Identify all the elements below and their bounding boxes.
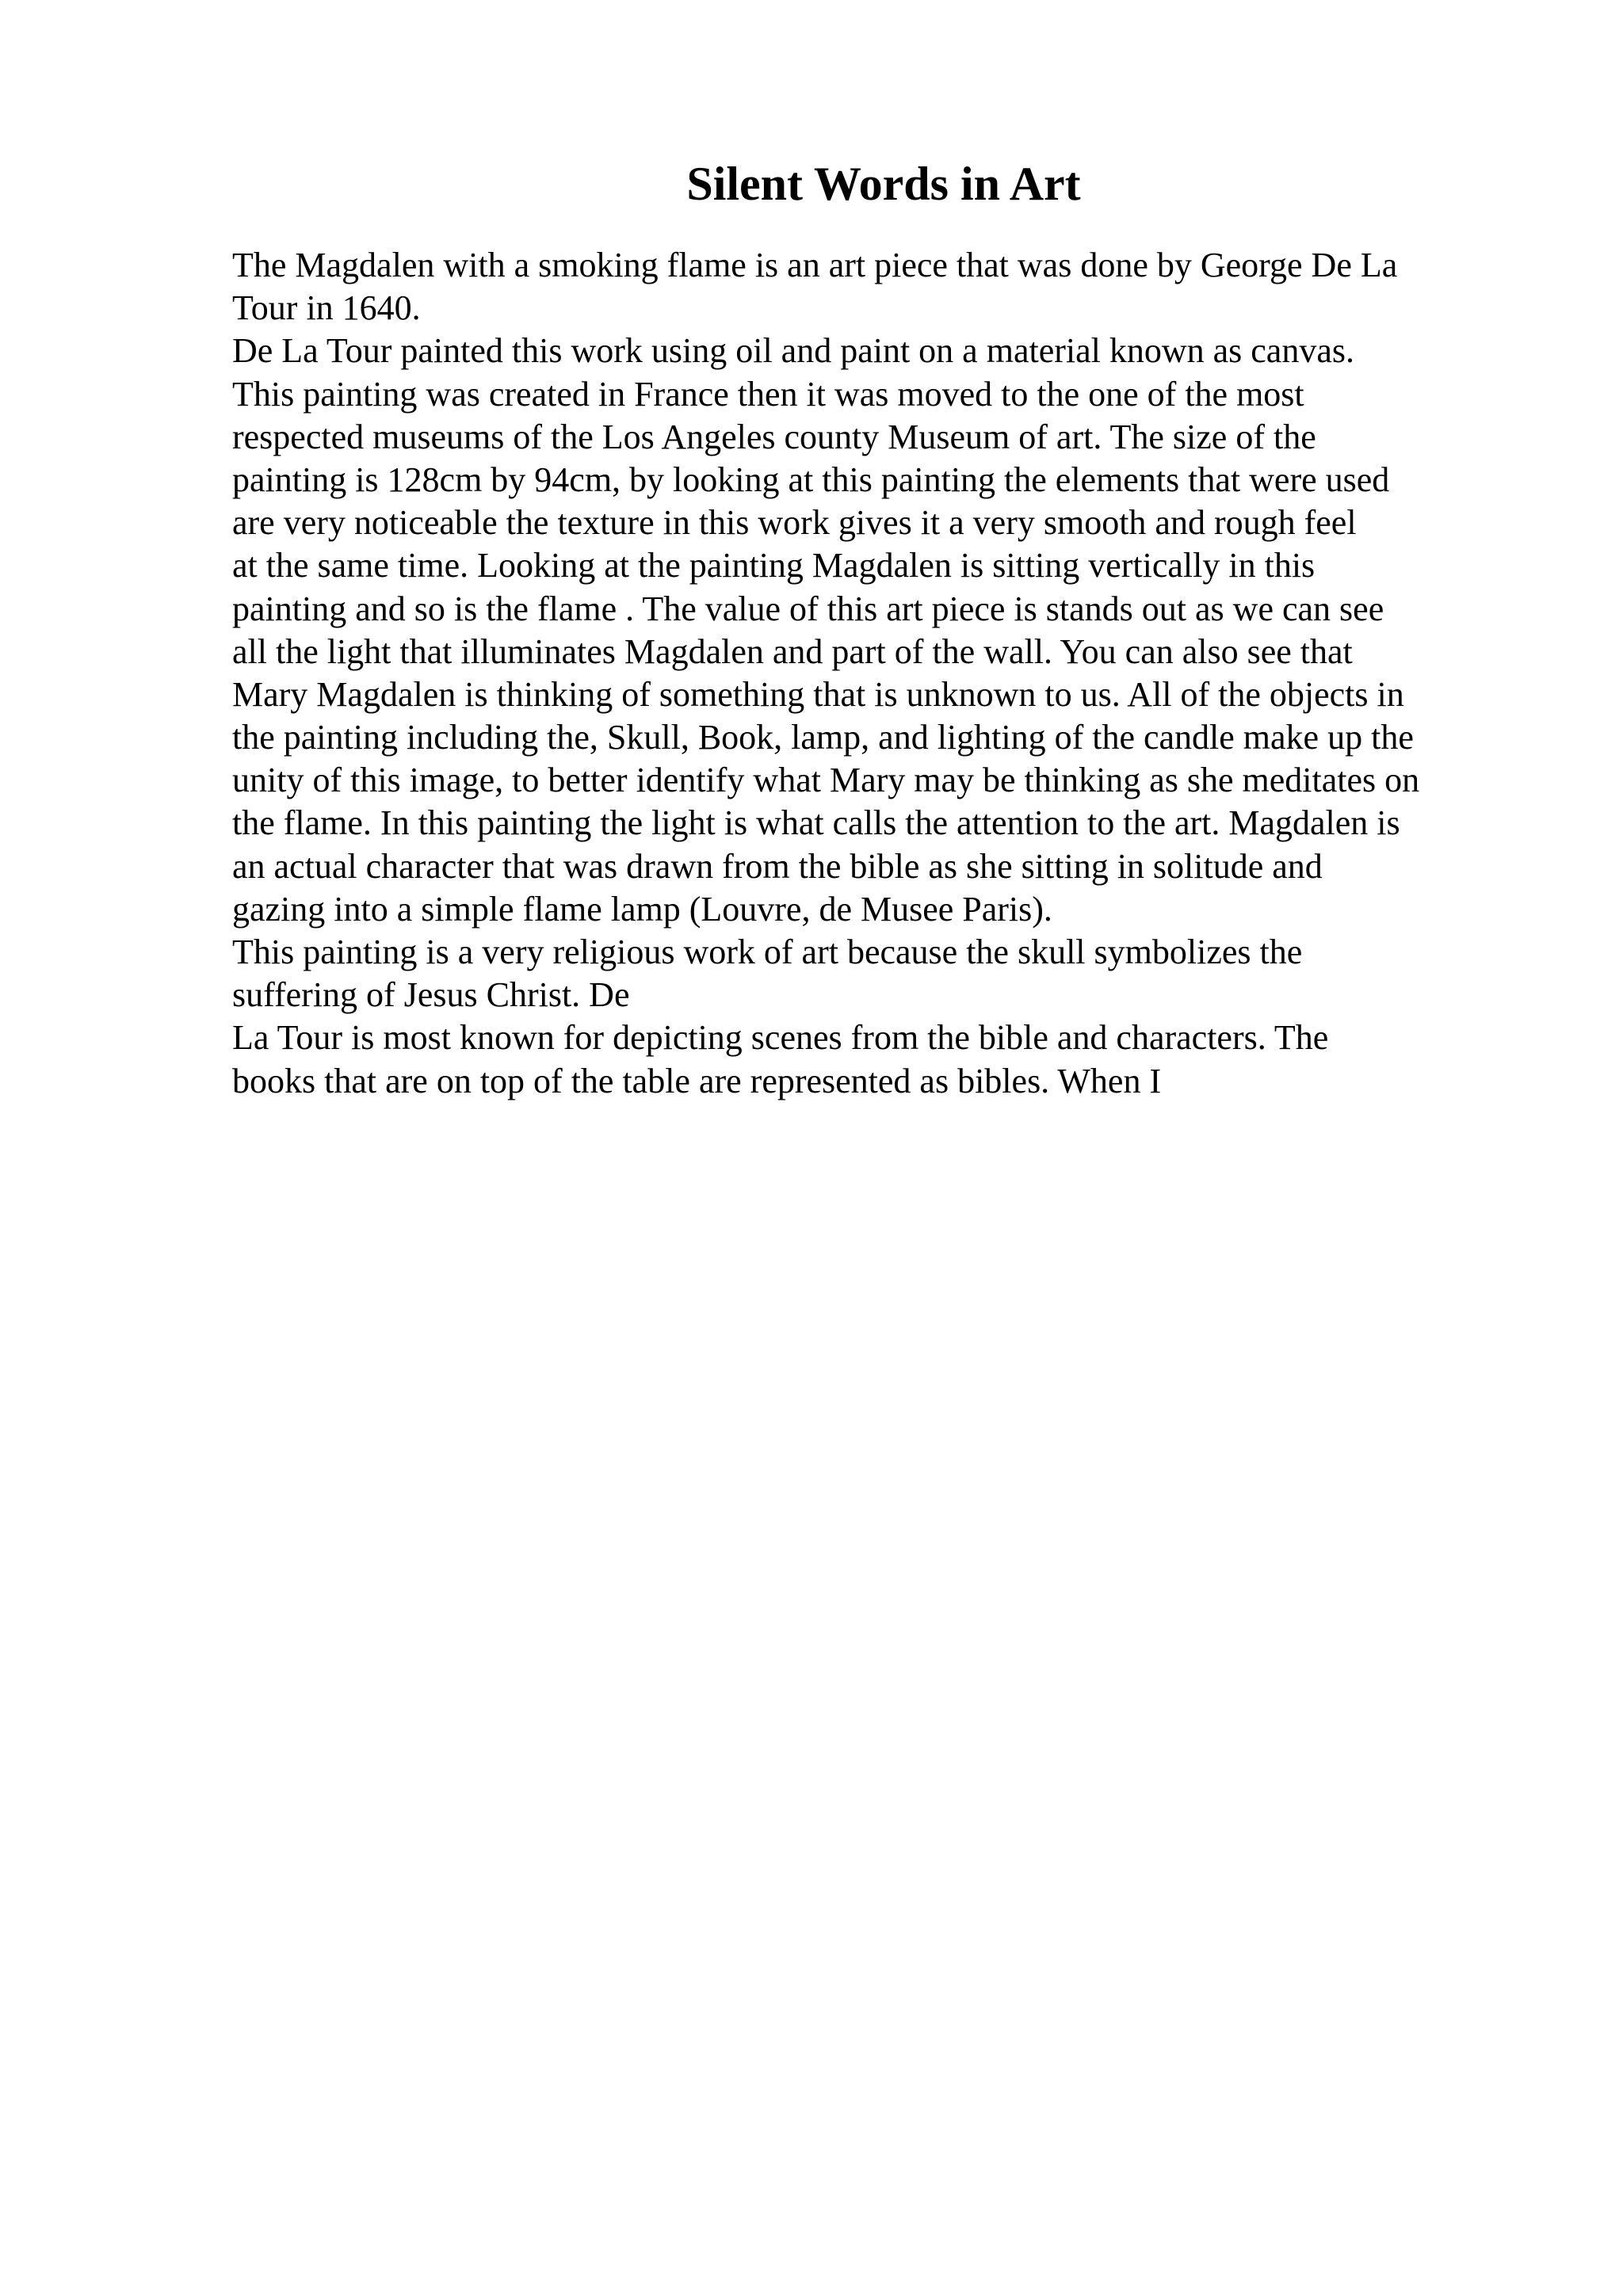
body-line: painting is 128cm by 94cm, by looking at this painting the elements that were used: [232, 460, 1390, 499]
body-line: books that are on top of the table are represented as bibles. When I: [232, 1061, 1162, 1100]
body-line: The Magdalen with a smoking flame is an art piece that was done by George De La: [232, 246, 1398, 284]
body-line: unity of this image, to better identify what Mary may be thinking as she meditates on: [232, 761, 1420, 800]
body-line: painting and so is the flame . The value of this art piece is stands out as we can see: [232, 589, 1384, 628]
body-line: an actual character that was drawn from the bible as she sitting in solitude and: [232, 846, 1323, 886]
body-line: are very noticeable the texture in this work gives it a very smooth and rough feel: [232, 503, 1357, 543]
body-line: all the light that illuminates Magdalen and part of the wall. You can also see that: [232, 631, 1353, 671]
body-line: This painting was created in France then it was moved to the one of the most: [232, 374, 1304, 414]
body-line: gazing into a simple flame lamp (Louvre, de Musee Paris).: [232, 889, 1052, 929]
body-line: This painting is a very religious work of art because the skull symbolizes the: [232, 933, 1303, 971]
body-line: suffering of Jesus Christ. De: [232, 975, 630, 1015]
body-line: respected museums of the Los Angeles county Museum of art. The size of the: [232, 417, 1316, 456]
body-line: the painting including the, Skull, Book, lamp, and lighting of the candle make up the: [232, 718, 1414, 757]
body-line: La Tour is most known for depicting scenes from the bible and characters. The: [232, 1018, 1329, 1058]
document-title: Silent Words in Art: [686, 158, 1081, 210]
body-line: at the same time. Looking at the painting Magdalen is sitting vertically in this: [232, 546, 1316, 585]
body-line: Tour in 1640.: [232, 288, 421, 328]
body-line: Mary Magdalen is thinking of something that is unknown to us. All of the objects in: [232, 674, 1404, 714]
document-body: [232, 244, 1595, 1103]
body-line: the flame. In this painting the light is what calls the attention to the art. Magdalen is: [232, 803, 1400, 843]
body-line: De La Tour painted this work using oil and paint on a material known as canvas.: [232, 331, 1354, 371]
